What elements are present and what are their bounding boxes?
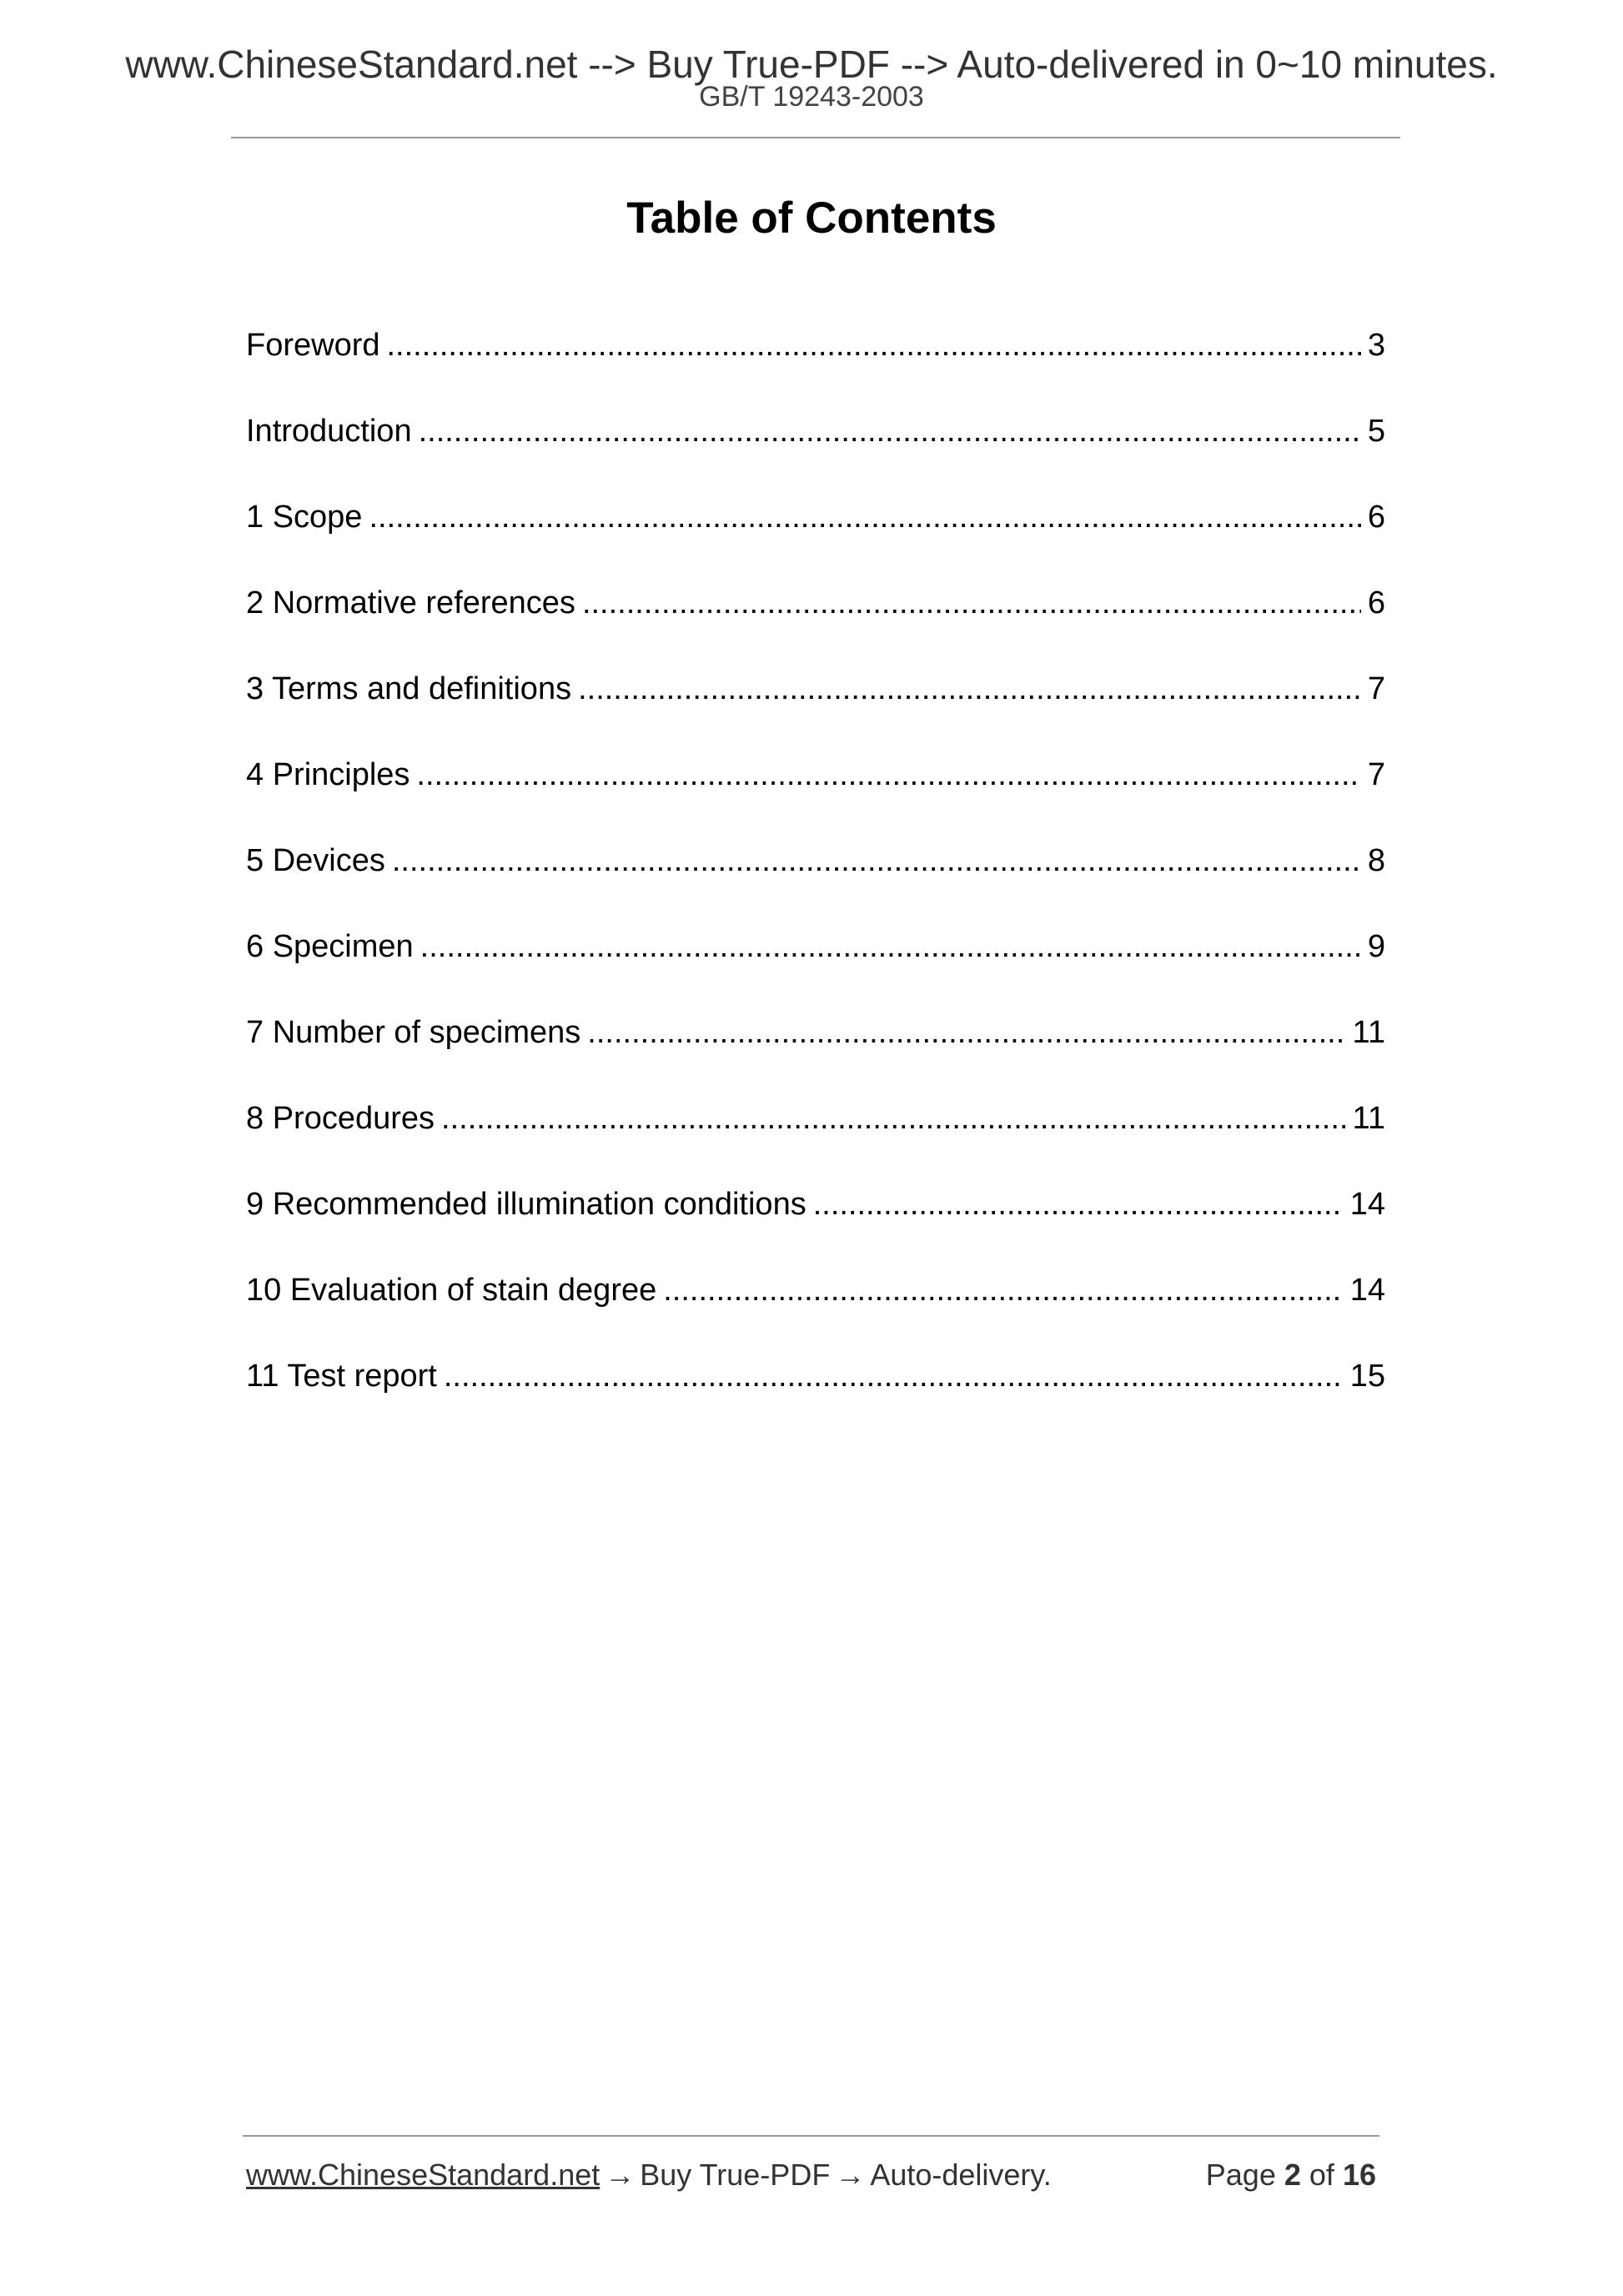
toc-entry-label: 3 Terms and definitions	[246, 671, 572, 706]
toc-entry-page: 14	[1349, 1187, 1385, 1222]
footer-buy-text: Buy True-PDF	[640, 2158, 831, 2192]
toc-entry-page: 6	[1367, 500, 1385, 535]
table-of-contents	[246, 324, 1385, 1440]
toc-dot-leader	[441, 1097, 1346, 1140]
page-of-label: of	[1309, 2158, 1334, 2192]
toc-dot-leader	[387, 324, 1361, 367]
toc-entry-scope[interactable]	[246, 495, 1385, 581]
header-banner: www.ChineseStandard.net --> Buy True-PDF --> Auto-delivered in 0~10 minutes.	[125, 43, 1498, 86]
toc-dot-leader	[578, 667, 1361, 711]
toc-dot-leader	[416, 753, 1360, 796]
toc-entry-page: 14	[1349, 1273, 1385, 1308]
toc-entry-introduction[interactable]	[246, 409, 1385, 495]
page-total: 16	[1342, 2158, 1376, 2192]
toc-entry-label: Introduction	[246, 414, 412, 449]
toc-entry-page: 15	[1349, 1359, 1385, 1394]
toc-dot-leader	[813, 1183, 1344, 1226]
toc-entry-label: 5 Devices	[246, 843, 385, 878]
toc-entry-terms-and-definitions[interactable]	[246, 667, 1385, 753]
toc-entry-page: 5	[1367, 414, 1385, 449]
page-current: 2	[1284, 2158, 1301, 2192]
toc-entry-label: Foreword	[246, 328, 380, 363]
arrow-right-icon: →	[605, 2158, 636, 2192]
toc-entry-label: 10 Evaluation of stain degree	[246, 1273, 657, 1308]
footer-promo	[246, 2157, 1052, 2193]
toc-entry-evaluation-of-stain-degree[interactable]	[246, 1269, 1385, 1354]
toc-entry-page: 9	[1367, 929, 1385, 964]
toc-entry-label: 4 Principles	[246, 757, 410, 792]
toc-entry-normative-references[interactable]	[246, 581, 1385, 667]
toc-entry-page: 8	[1367, 843, 1385, 878]
toc-entry-label: 7 Number of specimens	[246, 1015, 581, 1050]
document-code: GB/T 19243-2003	[699, 81, 924, 113]
toc-entry-label: 2 Normative references	[246, 585, 575, 620]
toc-entry-devices[interactable]	[246, 839, 1385, 925]
toc-entry-page: 7	[1367, 671, 1385, 706]
toc-entry-label: 6 Specimen	[246, 929, 414, 964]
toc-dot-leader	[419, 409, 1361, 453]
page-number	[1206, 2157, 1376, 2193]
footer-delivery-text: Auto-delivery.	[870, 2158, 1052, 2192]
toc-entry-number-of-specimens[interactable]	[246, 1011, 1385, 1097]
toc-entry-page: 7	[1367, 757, 1385, 792]
toc-dot-leader	[369, 495, 1360, 539]
toc-dot-leader	[587, 1011, 1345, 1054]
toc-entry-recommended-illumination-conditions[interactable]	[246, 1183, 1385, 1269]
toc-entry-principles[interactable]	[246, 753, 1385, 839]
page-title: Table of Contents	[626, 193, 997, 243]
toc-entry-label: 11 Test report	[246, 1359, 437, 1394]
toc-entry-page: 11	[1352, 1101, 1385, 1136]
toc-entry-specimen[interactable]	[246, 925, 1385, 1011]
toc-dot-leader	[582, 581, 1361, 625]
arrow-right-icon: →	[835, 2158, 866, 2192]
toc-dot-leader	[444, 1354, 1344, 1398]
header-divider	[231, 137, 1400, 138]
toc-entry-page: 6	[1367, 585, 1385, 620]
toc-entry-page: 3	[1367, 328, 1385, 363]
footer-divider	[243, 2135, 1379, 2137]
toc-entry-test-report[interactable]	[246, 1354, 1385, 1440]
page-label: Page	[1205, 2158, 1276, 2192]
toc-entry-label: 8 Procedures	[246, 1101, 435, 1136]
toc-entry-label: 1 Scope	[246, 500, 363, 535]
toc-dot-leader	[392, 839, 1361, 882]
footer-site-link[interactable]: www.ChineseStandard.net	[246, 2158, 600, 2192]
toc-dot-leader	[420, 925, 1361, 968]
toc-entry-label: 9 Recommended illumination conditions	[246, 1187, 806, 1222]
toc-entry-page: 11	[1352, 1015, 1385, 1050]
toc-entry-procedures[interactable]	[246, 1097, 1385, 1183]
toc-dot-leader	[663, 1269, 1343, 1312]
toc-entry-foreword[interactable]	[246, 324, 1385, 409]
